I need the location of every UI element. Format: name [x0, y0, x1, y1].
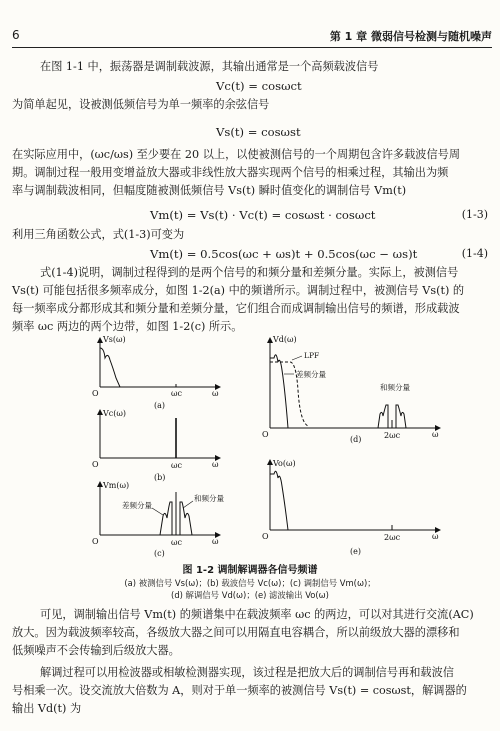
tick-label: ωc: [171, 461, 183, 470]
axis-label: ω: [432, 430, 439, 439]
axis-label: Vc(ω): [103, 409, 127, 418]
paragraph-line: 期。调制过程一般用变增益放大器或非线性放大器实现两个信号的相乘过程，其输出为频: [12, 166, 449, 179]
annotation-lpf: LPF: [304, 351, 320, 360]
tick-label: ωc: [171, 389, 183, 398]
paragraph-line: 为简单起见，设被测低频信号为单一频率的余弦信号: [12, 98, 270, 111]
origin-label: O: [92, 460, 99, 469]
paragraph-line: 输出 Vd(t) 为: [12, 702, 82, 715]
annotation-diff: 差频分量: [122, 501, 152, 510]
panel-caption: (a): [154, 401, 166, 410]
panel-c: [92, 481, 224, 558]
panel-a: [92, 335, 220, 410]
origin-label: O: [92, 389, 99, 398]
annotation-sum: 和频分量: [380, 383, 410, 392]
axis-label: ω: [432, 532, 439, 541]
paragraph-line: 在实际应用中，(ωc/ωs) 至少要在 20 以上，以使被测信号的一个周期包含许多载波信号周: [12, 148, 461, 161]
header-rule: [12, 47, 492, 48]
figure-1-2: [70, 330, 450, 558]
axis-label: ω: [212, 389, 219, 398]
spectrum-diagram: [70, 330, 450, 558]
figure-title: 图 1-2 调制解调器各信号频谱: [182, 565, 318, 576]
panel-d: [262, 335, 440, 444]
panel-caption: (e): [350, 547, 361, 556]
paragraph-line: 式(1-4)说明，调制过程得到的是两个信号的和频分量和差频分量。实际上，被测信号: [40, 266, 459, 279]
paragraph-line: 低频噪声不会传输到后级放大器。: [12, 644, 180, 657]
tick-label: 2ωc: [384, 533, 401, 542]
figure-caption: (a) 被测信号 Vs(ω)；(b) 载波信号 Vc(ω)；(c) 调制信号 Vm(ω)；: [124, 578, 376, 588]
equation-number: (1-3): [461, 208, 488, 221]
equation-1-4: Vm(t) = 0.5cos(ωc + ωs)t + 0.5cos(ωc − ωs)t: [150, 247, 418, 261]
axis-label: ω: [212, 460, 219, 469]
panel-caption: (c): [154, 549, 165, 558]
paragraph-line: 利用三角函数公式，式(1-3)可变为: [12, 228, 185, 241]
tick-label: ωc: [171, 538, 183, 547]
tick-label: 2ωc: [384, 431, 401, 440]
paragraph-line: Vs(t) 可能包括很多频率成分，如图 1-2(a) 中的频谱所示。调制过程中，被测信号 Vs(t) 的: [12, 284, 465, 297]
origin-label: O: [262, 430, 269, 439]
figure-caption: (d) 解调信号 Vd(ω)；(e) 滤波输出 Vo(ω): [171, 590, 329, 600]
axis-label: Vd(ω): [273, 335, 297, 344]
paragraph-line: 放大。因为载波频率较高，各级放大器之间可以用隔直电容耦合，所以前级放大器的漂移和: [12, 626, 460, 639]
panel-caption: (b): [154, 473, 166, 482]
baseband-spectrum: [270, 355, 288, 428]
paragraph-line: 可见，调制输出信号 Vm(t) 的频谱集中在载波频率 ωc 的两边，可以对其进行交流(AC): [40, 608, 474, 621]
upper-sideband-2wc: [396, 405, 406, 428]
chapter-title: 第 1 章 微弱信号检测与随机噪声: [329, 30, 492, 43]
panel-caption: (d): [350, 435, 362, 444]
paragraph-line: 号相乘一次。设交流放大倍数为 A，则对于单一频率的被测信号 Vs(t) = cosωst，解调器的: [12, 684, 467, 697]
equation-signal: Vs(t) = cosωst: [216, 125, 301, 139]
panel-b: [92, 409, 220, 482]
page-header: [12, 28, 492, 46]
axis-label: Vo(ω): [273, 459, 296, 468]
axis-label: Vs(ω): [103, 335, 126, 344]
panel-e: [262, 459, 440, 556]
equation-number: (1-4): [461, 247, 488, 260]
spectrum-curve: [100, 348, 120, 387]
paragraph-line: 每一频率成分都形成其和频分量和差频分量，它们组合而成调制输出信号的频谱，形成载波: [12, 302, 460, 315]
lower-sideband: [160, 502, 172, 535]
annotation-diff: 差频分量: [296, 370, 326, 379]
page-number: 6: [12, 28, 20, 42]
upper-sideband: [180, 502, 192, 535]
axis-label: Vm(ω): [103, 481, 130, 490]
lower-sideband-2wc: [378, 405, 388, 428]
equation-1-3: Vm(t) = Vs(t) · Vc(t) = cosωst · cosωct: [150, 208, 376, 222]
filtered-spectrum: [270, 471, 288, 530]
axis-label: ω: [212, 537, 219, 546]
annotation-sum: 和频分量: [194, 494, 224, 503]
paragraph-line: 率与调制载波相同，但幅度随被测低频信号 Vs(t) 瞬时值变化的调制信号 Vm(t): [12, 184, 407, 197]
origin-label: O: [92, 537, 99, 546]
origin-label: O: [262, 532, 269, 541]
paragraph-line: 解调过程可以用检波器或相敏检测器实现，该过程是把放大后的调制信号再和载波信: [40, 666, 454, 679]
paragraph-line: 频率 ωc 两边的两个边带，如图 1-2(c) 所示。: [12, 320, 243, 333]
paragraph-line: 在图 1-1 中，振荡器是调制载波源，其输出通常是一个高频载波信号: [40, 60, 379, 73]
equation-carrier: Vc(t) = cosωct: [216, 79, 302, 93]
